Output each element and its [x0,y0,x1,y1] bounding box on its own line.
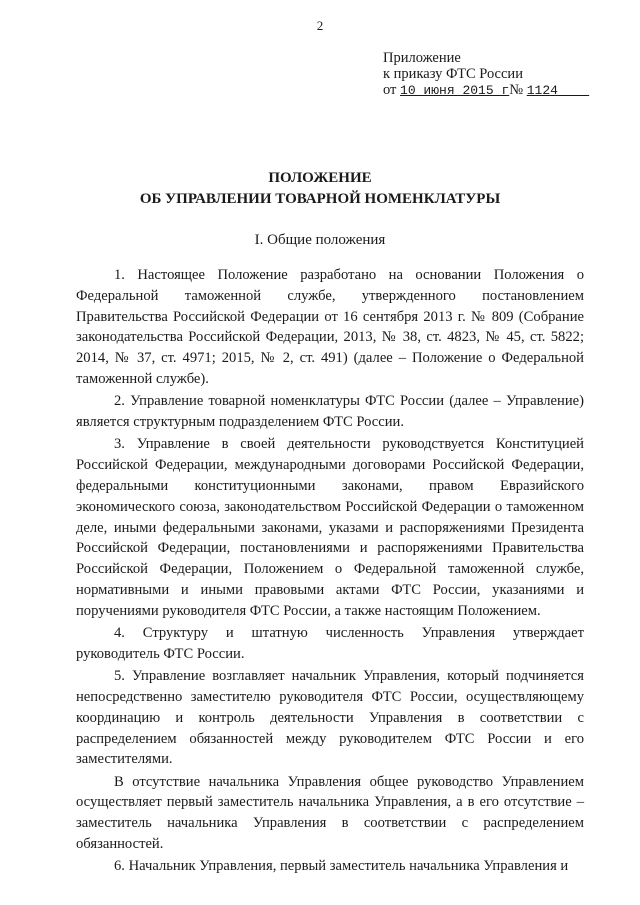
appendix-block [383,50,589,99]
paragraph-1: 1. Настоящее Положение разработано на основании Положения о Федеральной таможенной службе, утвержденного постановлением Правительства Российской Федерации от 16 сентября 2013 г. № 809 (Собрание законодательства Российской Федерации, 2013, № 38, ст. 4823, № 45, ст. 5822; 2014, № 37, ст. 4971; 2015, № 2, ст. 491) (далее – Положение о Федеральной таможенной службе). [76,267,584,387]
paragraph-2: 2. Управление товарной номенклатуры ФТС России (далее – Управление) является структурным подразделением ФТС России. [76,393,584,431]
title-line-1: ПОЛОЖЕНИЕ [268,170,372,186]
appendix-title: Приложение [383,50,461,66]
appendix-date-prefix: от [383,82,397,98]
paragraph-5-continued: В отсутствие начальника Управления общее руководство Управлением осуществляет первый заместитель начальника Управления, а в его отсутствие – заместитель начальника Управления в соответствии с распределением обязанностей. [76,773,584,853]
paragraph-3: 3. Управление в своей деятельности руководствуется Конституцией Российской Федерации, международными договорами Российской Федерации, федеральными конституционными законами, правом Евразийского экономического союза, законодательством Российской Федерации о таможенном деле, иными федеральными законами, указами и распоряжениями Президента Российской Федерации, постановлениями и распоряжениями Правительства Российской Федерации, Положением о Федеральной таможенной службе, нормативными и иными правовыми актами ФТС России, указаниями и поручениями руководителя ФТС России, а также настоящим Положением. [76,436,584,619]
document-title [0,168,640,210]
appendix-order-ref: к приказу ФТС России [383,66,523,82]
appendix-date: 10 июня 2015 г [400,83,510,98]
appendix-number: 1124 [526,83,558,98]
paragraph-4: 4. Структуру и штатную численность Управления утверждает руководитель ФТС России. [76,625,584,662]
appendix-date-line [383,82,589,99]
title-line-2: ОБ УПРАВЛЕНИИ ТОВАРНОЙ НОМЕНКЛАТУРЫ [139,191,501,207]
appendix-number-prefix: № [509,82,524,98]
section-heading: I. Общие положения [254,232,386,248]
body-text [76,265,584,879]
paragraph-6: 6. Начальник Управления, первый заместитель начальника Управления и [114,858,569,875]
paragraph-5: 5. Управление возглавляет начальник Управления, который подчиняется непосредственно заместителю руководителя ФТС России, осуществляющему координацию и контроль деятельности Управления в соответствии с распределением обязанностей между руководителем ФТС России и его заместителями. [76,668,584,768]
page-number: 2 [316,18,324,33]
